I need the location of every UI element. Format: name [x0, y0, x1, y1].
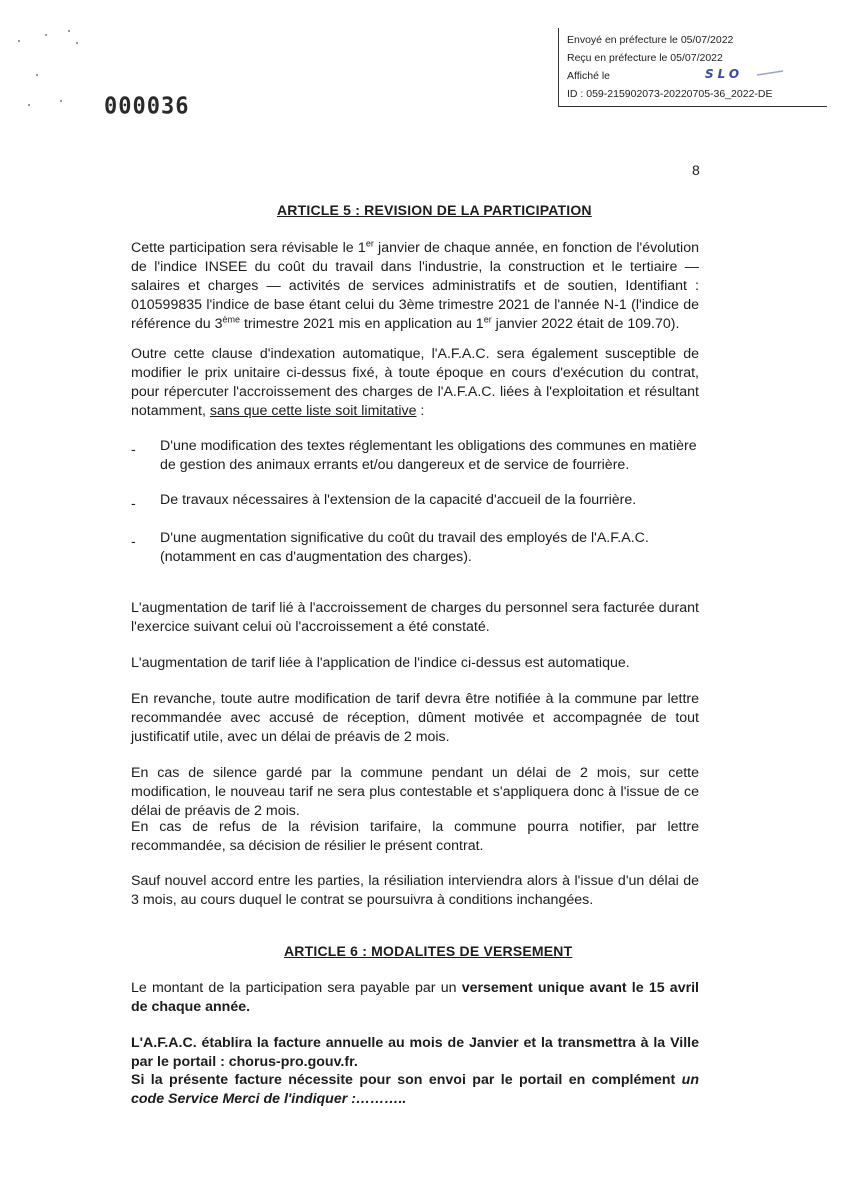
document-number: 000036 — [104, 93, 190, 120]
underlined-phrase: sans que cette liste soit limitative — [209, 403, 417, 419]
bullet-mark: - — [131, 495, 136, 511]
stamp-received-date: Reçu en préfecture le 05/07/2022 — [567, 52, 723, 64]
article-5-paragraph-6: En cas de silence gardé par la commune pendant un délai de 2 mois, sur cette modification, le nouveau tarif ne sera plus contestable et s'appliquera donc à l'issue de ce délai de préavis de 2 mois. — [131, 765, 699, 819]
article-6-title: ARTICLE 6 : MODALITES DE VERSEMENT — [284, 943, 573, 959]
article-5-paragraph-5: En revanche, toute autre modification de tarif devra être notifiée à la commune par lettre recommandée avec accusé de réception, dûment motivée et accompagnée de tout justificatif utile, avec un délai de préavis de 2 mois. — [131, 691, 699, 745]
article-5-paragraph-3: L'augmentation de tarif lié à l'accroissement de charges du personnel sera facturée durant l'exercice suivant celui où l'accroissement a été constaté. — [131, 600, 699, 635]
stamp-sent-date: Envoyé en préfecture le 05/07/2022 — [567, 34, 734, 46]
scan-speck — [76, 42, 78, 44]
scan-speck — [45, 34, 47, 36]
bullet-item: D'une augmentation significative du coût du travail des employés de l'A.F.A.C. (notamment en cas d'augmentation des charges). — [160, 530, 649, 565]
scan-speck — [60, 100, 62, 102]
article-5-paragraph-8: Sauf nouvel accord entre les parties, la résiliation interviendra alors à l'issue d'un délai de 3 mois, au cours duquel le contrat se poursuivra à conditions inchangées. — [131, 873, 699, 908]
article-5-paragraph-1: Cette participation sera révisable le 1er janvier de chaque année, en fonction de l'évolution de l'indice INSEE du coût du travail dans l'industrie, la construction et le tertiaire — salaires et charges — activités de services administratifs et de soutien, Identifiant : 010599835 l'indice de base étant celui du 3ème trimestre 2021 de l'année N-1 (l'indice de référence du 3ème trimestre 2021 mis en application au 1er janvier 2022 était de 109.70). — [131, 238, 699, 332]
bullet-mark: - — [131, 441, 136, 457]
page-number: 8 — [692, 162, 700, 178]
slo-logo-icon — [705, 67, 785, 81]
bullet-item: D'une modification des textes réglementant les obligations des communes en matière de gestion des animaux errants et/ou dangereux et de service de fourrière. — [160, 438, 697, 473]
svg-text:SLO: SLO — [705, 67, 744, 81]
bullet-item: De travaux nécessaires à l'extension de la capacité d'accueil de la fourrière. — [160, 492, 637, 508]
stamp-id: ID : 059-215902073-20220705-36_2022-DE — [567, 88, 773, 100]
stamp-displayed: Affiché le — [567, 70, 610, 82]
article-6-paragraph-3: Si la présente facture nécessite pour son envoi par le portail en complément un code Service Merci de l'indiquer :……….. — [131, 1072, 699, 1107]
bullet-mark: - — [131, 533, 136, 549]
scan-speck — [18, 40, 20, 42]
article-6-paragraph-2: L'A.F.A.C. établira la facture annuelle au mois de Janvier et la transmettra à la Ville par le portail : chorus-pro.gouv.fr. — [131, 1035, 699, 1070]
scan-speck — [36, 74, 38, 76]
article-5-paragraph-2: Outre cette clause d'indexation automatique, l'A.F.A.C. sera également susceptible de modifier le prix unitaire ci-dessus fixé, à toute époque en cours d'exécution du contrat, pour répercuter l'accroissement des charges de l'A.F.A.C. liées à l'exploitation et résultant notamment, sans que cette liste soit limitative : — [131, 346, 699, 419]
article-6-paragraph-1: Le montant de la participation sera payable par un versement unique avant le 15 avril de chaque année. — [131, 980, 699, 1015]
scan-speck — [28, 104, 30, 106]
article-5-paragraph-4: L'augmentation de tarif liée à l'application de l'indice ci-dessus est automatique. — [131, 655, 630, 671]
article-5-title: ARTICLE 5 : REVISION DE LA PARTICIPATION — [277, 202, 592, 218]
scan-speck — [68, 30, 70, 32]
article-5-paragraph-7: En cas de refus de la révision tarifaire, la commune pourra notifier, par lettre recommandée, sa décision de résilier le présent contrat. — [131, 819, 699, 854]
prefecture-stamp — [558, 28, 827, 107]
